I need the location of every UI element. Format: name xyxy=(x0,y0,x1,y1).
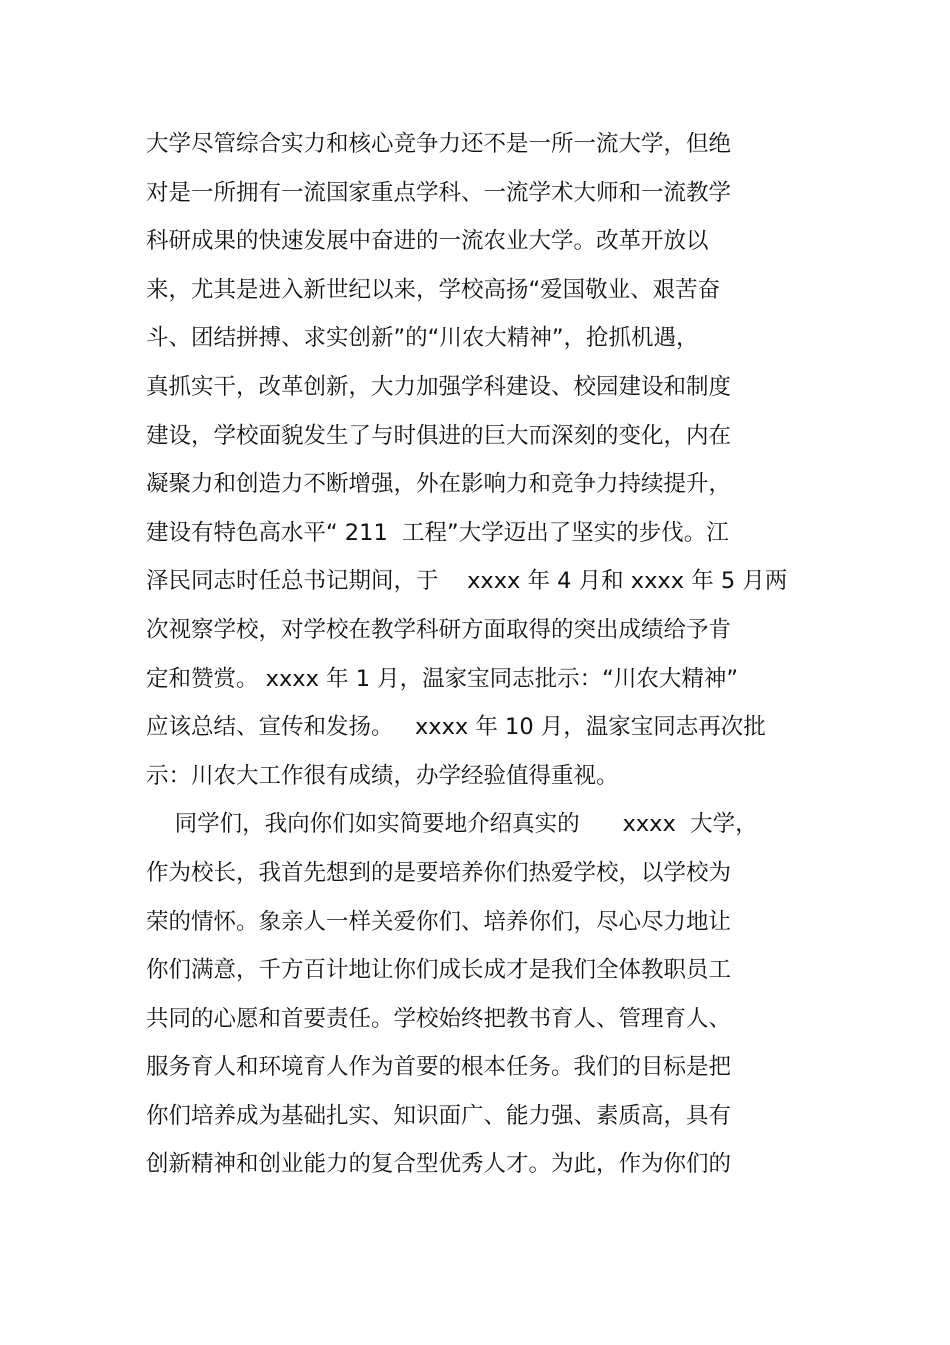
text-line: 泽民同志时任总书记期间，于 xxxx 年 4 月和 xxxx 年 5 月两 xyxy=(146,568,788,595)
text-line: 大学尽管综合实力和核心竞争力还不是一所一流大学，但绝 xyxy=(146,131,732,157)
text-line: 定和赞赏。 xxxx 年 1 月，温家宝同志批示：“川农大精神” xyxy=(146,665,738,692)
text-line: 作为校长，我首先想到的是要培养你们热爱学校，以学校为 xyxy=(146,859,732,886)
text-line: 凝聚力和创造力不断增强，外在影响力和竞争力持续提升， xyxy=(146,471,732,498)
text-line: 你们培养成为基础扎实、知识面广、能力强、素质高，具有 xyxy=(146,1102,732,1129)
body-text xyxy=(146,120,846,1189)
text-line: 建设，学校面貌发生了与时俱进的巨大而深刻的变化，内在 xyxy=(146,422,732,449)
text-line: 共同的心愿和首要责任。学校始终把教书育人、管理育人、 xyxy=(146,1005,732,1032)
text-line: 创新精神和创业能力的复合型优秀人才。为此，作为你们的 xyxy=(146,1151,732,1178)
text-line: 真抓实干，改革创新，大力加强学科建设、校园建设和制度 xyxy=(146,373,732,400)
text-line: 服务育人和环境育人作为首要的根本任务。我们的目标是把 xyxy=(146,1054,732,1081)
text-line: 你们满意，千方百计地让你们成长成才是我们全体教职员工 xyxy=(146,957,732,984)
text-line: 荣的情怀。象亲人一样关爱你们、培养你们，尽心尽力地让 xyxy=(146,908,732,935)
text-line: 示：川农大工作很有成绩，办学经验值得重视。 xyxy=(146,762,619,789)
text-line: 次视察学校，对学校在教学科研方面取得的突出成绩给予肯 xyxy=(146,616,732,643)
text-line: 斗、团结拼搏、求实创新”的“川农大精神”，抢抓机遇， xyxy=(146,325,699,352)
text-line: 建设有特色高水平“ 211 工程”大学迈出了坚实的步伐。江 xyxy=(146,519,729,546)
text-line: 应该总结、宣传和发扬。 xxxx 年 10 月，温家宝同志再次批 xyxy=(146,714,766,741)
text-line: 来，尤其是进入新世纪以来，学校高扬“爱国敬业、艰苦奋 xyxy=(146,276,721,303)
text-line: 科研成果的快速发展中奋进的一流农业大学。改革开放以 xyxy=(146,228,709,255)
text-line: 对是一所拥有一流国家重点学科、一流学术大师和一流教学 xyxy=(146,179,732,206)
paragraph-start-line: 同学们，我向你们如实简要地介绍真实的 xxxx 大学， xyxy=(146,811,758,838)
